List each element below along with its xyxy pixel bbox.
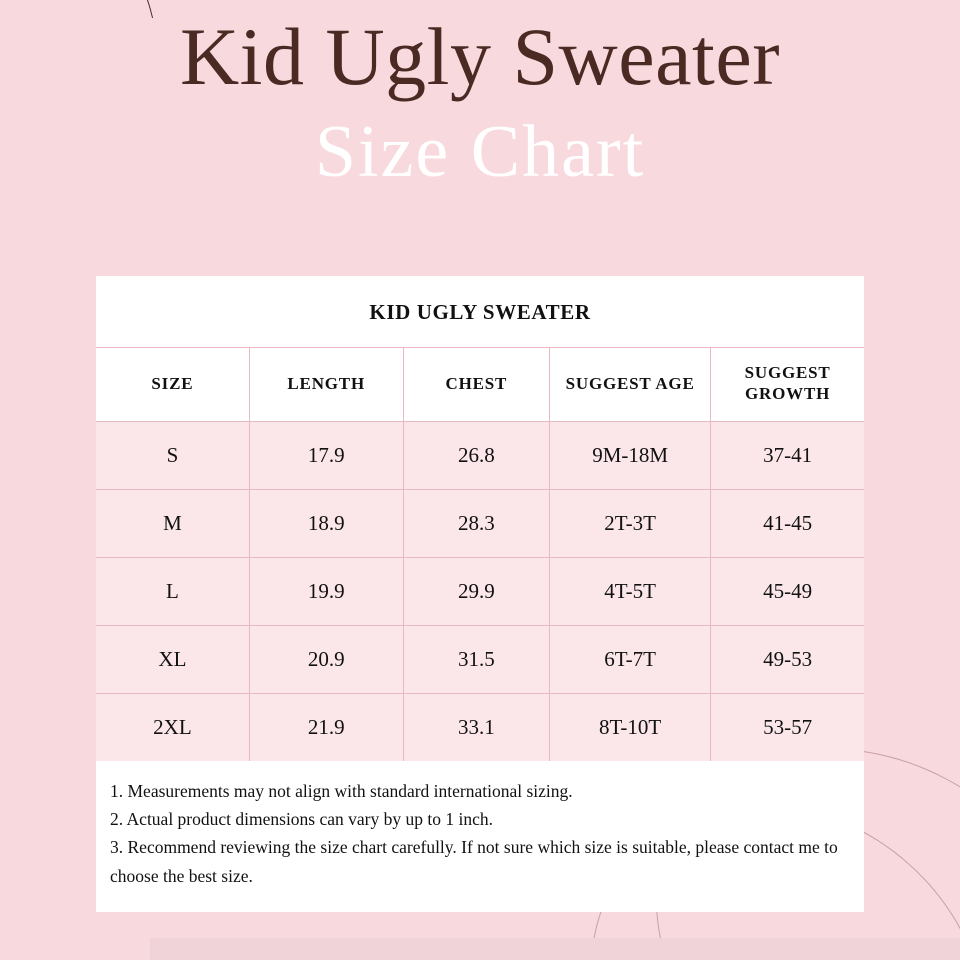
table-row <box>96 489 864 557</box>
cell-chest: 26.8 <box>403 421 550 489</box>
notes-section <box>96 761 864 912</box>
bottom-accent-strip <box>150 938 960 960</box>
column-header-suggest-age: SUGGEST AGE <box>550 348 711 422</box>
cell-size: L <box>96 557 249 625</box>
cell-size: XL <box>96 625 249 693</box>
cell-age: 9M-18M <box>550 421 711 489</box>
cell-length: 19.9 <box>249 557 403 625</box>
table-row <box>96 421 864 489</box>
size-table <box>96 347 864 761</box>
table-header-row <box>96 348 864 422</box>
cell-chest: 28.3 <box>403 489 550 557</box>
cell-growth: 53-57 <box>711 693 864 761</box>
cell-growth: 41-45 <box>711 489 864 557</box>
note-item: 2. Actual product dimensions can vary by up to 1 inch. <box>110 808 493 829</box>
cell-length: 18.9 <box>249 489 403 557</box>
column-header-chest: CHEST <box>403 348 550 422</box>
cell-growth: 45-49 <box>711 557 864 625</box>
cell-chest: 31.5 <box>403 625 550 693</box>
cell-chest: 33.1 <box>403 693 550 761</box>
cell-size: 2XL <box>96 693 249 761</box>
table-row <box>96 625 864 693</box>
cell-age: 6T-7T <box>550 625 711 693</box>
note-item: 3. Recommend reviewing the size chart carefully. If not sure which size is suitable, please contact me to choose the best size. <box>110 837 838 886</box>
size-chart-card <box>96 276 864 912</box>
cell-growth: 49-53 <box>711 625 864 693</box>
page-subtitle: Size Chart <box>314 111 646 194</box>
cell-age: 4T-5T <box>550 557 711 625</box>
table-caption: KID UGLY SWEATER <box>96 276 864 347</box>
page-title: Kid Ugly Sweater <box>179 11 781 102</box>
size-table-head <box>96 348 864 422</box>
cell-length: 17.9 <box>249 421 403 489</box>
column-header-size: SIZE <box>96 348 249 422</box>
column-header-length: LENGTH <box>249 348 403 422</box>
table-row <box>96 693 864 761</box>
cell-length: 20.9 <box>249 625 403 693</box>
page-title-block <box>0 0 960 195</box>
cell-length: 21.9 <box>249 693 403 761</box>
cell-size: S <box>96 421 249 489</box>
size-table-body <box>96 421 864 761</box>
table-row <box>96 557 864 625</box>
note-item: 1. Measurements may not align with standard international sizing. <box>110 780 573 801</box>
cell-chest: 29.9 <box>403 557 550 625</box>
cell-age: 8T-10T <box>550 693 711 761</box>
cell-age: 2T-3T <box>550 489 711 557</box>
column-header-suggest-growth: SUGGEST GROWTH <box>711 348 864 422</box>
cell-size: M <box>96 489 249 557</box>
cell-growth: 37-41 <box>711 421 864 489</box>
